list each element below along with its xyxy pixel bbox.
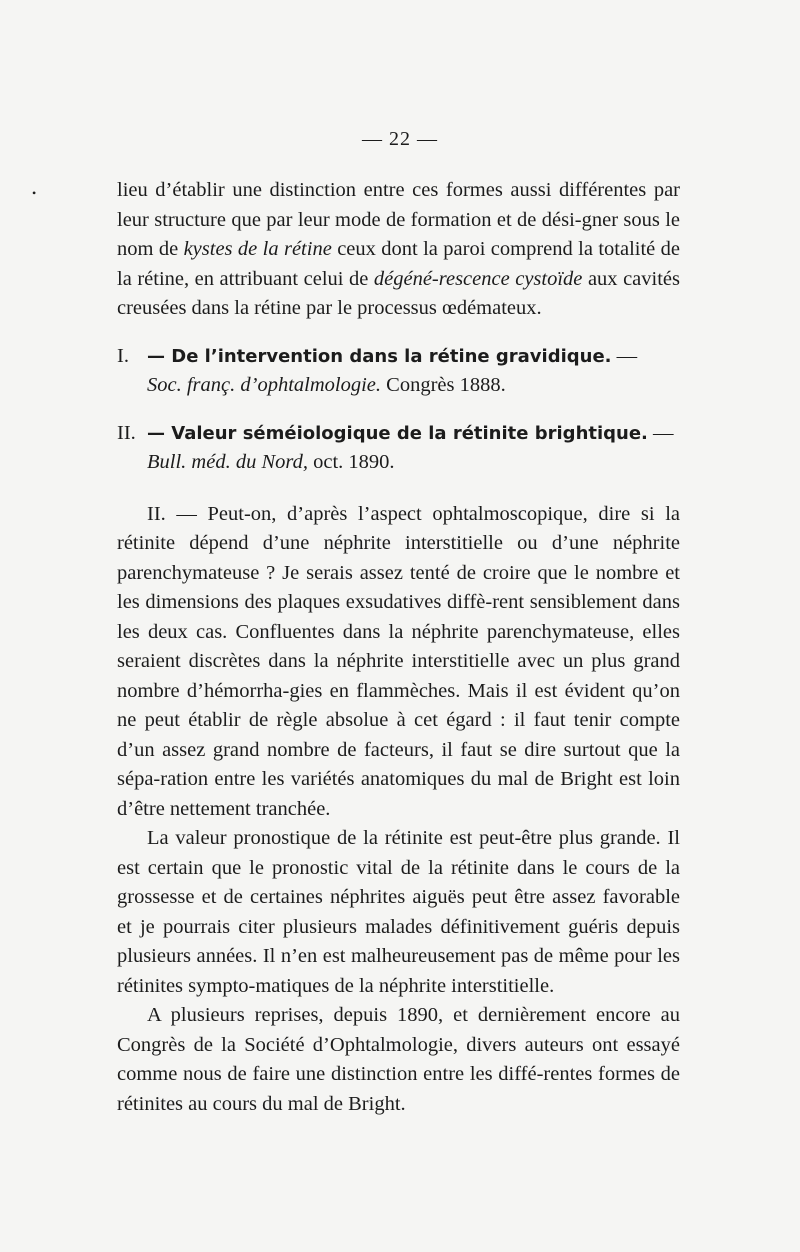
reference-source: Bull. méd. du Nord, [147, 451, 308, 473]
intro-paragraph [117, 176, 680, 324]
reference-number: II. [117, 421, 136, 444]
page-body [117, 176, 680, 1119]
reference-2 [117, 419, 680, 478]
reference-source-rest: oct. 1890. [307, 451, 395, 473]
reference-title: — Valeur séméiologique de la rétinite brightique. [147, 422, 648, 444]
margin-dot: • [32, 186, 37, 200]
body-paragraph-2: La valeur pronostique de la rétinite est peut-être plus grande. Il est certain que le pronostic vital de la rétinite dans le cours de la grossesse et de certaines néphrites aiguës peut être assez favorable et je pourrais citer plusieurs malades définitivement guéris depuis plusieurs années. Il n’en est malheureusement pas de même pour les rétinites sympto-matiques de la néphrite interstitielle. [117, 827, 680, 997]
intro-italic-1: kystes de la rétine [183, 238, 332, 260]
reference-dash: — [647, 421, 674, 444]
body-paragraph-3: A plusieurs reprises, depuis 1890, et dernièrement encore au Congrès de la Société d’Ophtalmologie, divers auteurs ont essayé comme nous de faire une distinction entre les diffé-rentes formes de rétinites au cours du mal de Bright. [117, 1004, 680, 1115]
reference-source-rest: Congrès 1888. [381, 374, 506, 396]
intro-italic-2: dégéné-rescence cystoïde [373, 267, 583, 290]
intro-text-3: aux cavités creusées dans la rétine par le processus œdémateux. [117, 267, 680, 319]
body-paragraph-1: II. — Peut-on, d’après l’aspect ophtalmoscopique, dire si la rétinite dépend d’une néphrite interstitielle ou d’une néphrite parenchymateuse ? Je serais assez tenté de croire que le nombre et les dimensions des plaques exsudatives diffè-rent sensiblement dans les deux cas. Confluentes dans la néphrite parenchymateuse, elles seraient discrètes dans la néphrite interstitielle avec un plus grand nombre d’hémorrha-gies en flammèches. Mais il est évident qu’on ne peut établir de règle absolue à cet égard : il faut tenir compte d’un assez grand nombre de facteurs, il faut se dire surtout que la sépa-ration entre les variétés anatomiques du mal de Bright est loin d’être nettement tranchée. [117, 502, 680, 820]
intro-text-2: ceux dont la paroi comprend la totalité de la rétine, en attribuant celui de [117, 238, 681, 290]
reference-source: Soc. franç. d’ophtalmologie. [147, 374, 382, 396]
reference-1 [117, 342, 680, 401]
reference-title: — De l’intervention dans la rétine gravidique. [147, 345, 612, 367]
page-number: — 22 — [362, 128, 438, 150]
reference-number: I. [117, 344, 129, 367]
reference-dash: — [611, 344, 638, 367]
intro-text-1: lieu d’établir une distinction entre ces formes aussi différentes par leur structure que par leur mode de formation et de dési-gner sous le nom de [117, 179, 680, 260]
